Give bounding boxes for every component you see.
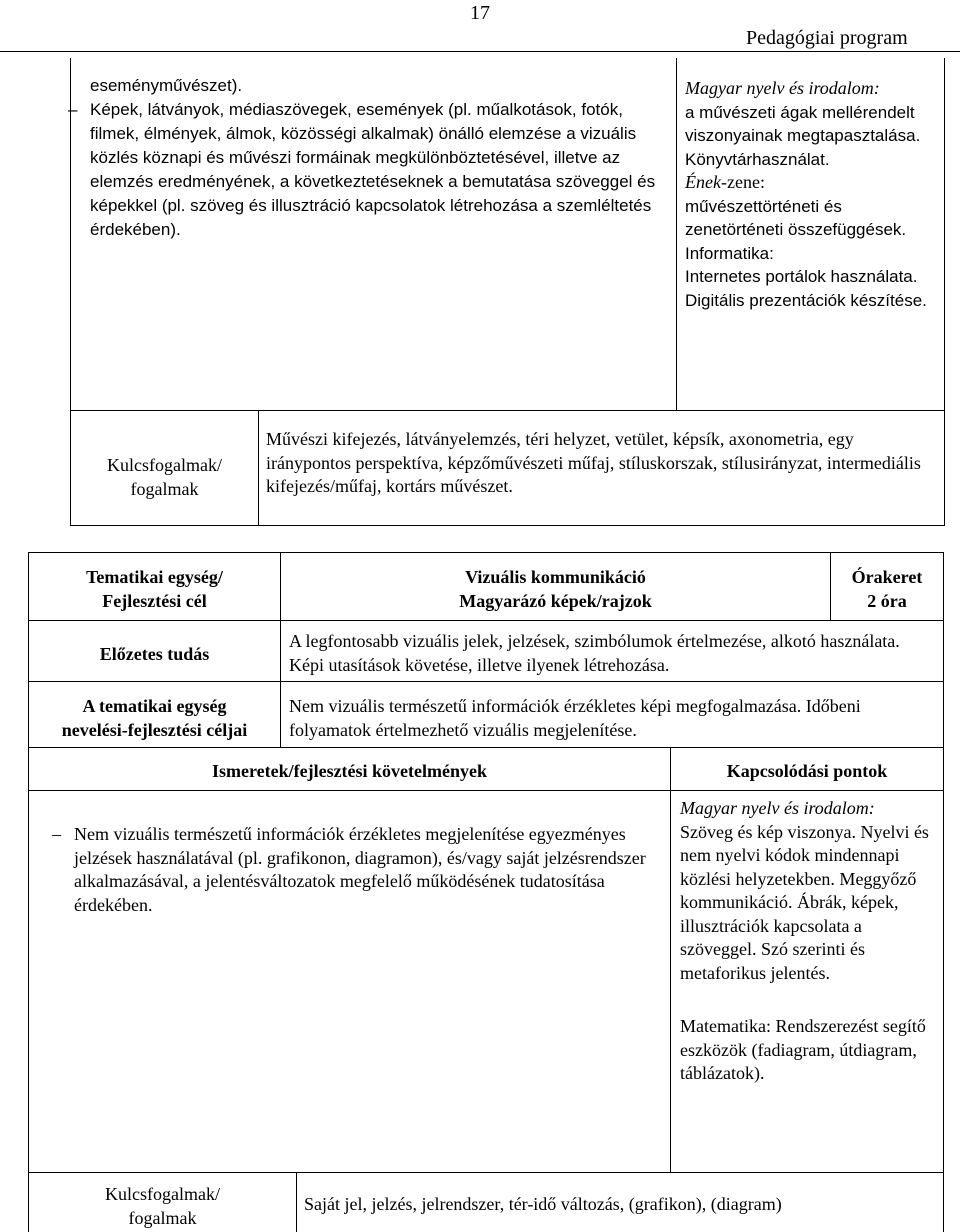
s2-tematikai-label-line1: Tematikai egység/	[86, 567, 223, 587]
list-item	[52, 823, 666, 917]
s1-left-content	[68, 74, 675, 242]
s2-orakeret-label: Órakeret	[851, 567, 923, 587]
dash-bullet: –	[52, 824, 61, 844]
s2-rule-kulcs	[28, 1172, 944, 1173]
s2-orakeret	[831, 566, 943, 613]
s1-divider-upper	[676, 58, 677, 410]
s1-right-label-enek	[685, 171, 940, 195]
s2-kulcs-label	[29, 1183, 296, 1230]
s2-rule-row1	[28, 620, 944, 621]
s2-orakeret-value: 2 óra	[867, 590, 907, 611]
s2-rule-header	[28, 790, 944, 791]
s2-kapcs-spacer	[680, 985, 938, 1015]
s2-celok-label-line2: nevelési-fejlesztési céljai	[61, 719, 248, 740]
s2-tematikai-label-line2: Fejlesztési cél	[102, 590, 207, 611]
s1-right-text-info: Internetes portálok használata. Digitális prezentációk készítése.	[685, 267, 927, 310]
s2-kapcs-label-magyar: Magyar nyelv és irodalom:	[680, 798, 875, 818]
s2-kapcs-text-magyar: Szöveg és kép viszonya. Nyelvi és nem nyelvi kódok mindennapi közlési helyzetekben. Meggyőző kommunikáció. Ábrák, képek, illusztrációk kapcsolata a szöveggel. Szó szerinti és metaforikus jelentés.	[680, 821, 929, 983]
s2-kulcs-label-line1: Kulcsfogalmak/	[105, 1184, 220, 1204]
s2-rule-row2	[28, 681, 944, 682]
s2-elozetes-text: A legfontosabb vizuális jelek, jelzések, szimbólumok értelmezése, alkotó használata. Képi utasítások követése, illetve ilyenek létrehozása.	[289, 631, 900, 675]
s1-right-text-enek: művészettörténeti és zenetörténeti összefüggések.	[685, 196, 907, 239]
s2-kapcs-matematika: Matematika: Rendszerezést segítő eszközök (fadiagram, útdiagram, táblázatok).	[680, 1016, 926, 1083]
s1-divider-lower	[258, 410, 259, 526]
s2-ismeretek-content	[52, 823, 666, 917]
s1-rule-mid	[70, 410, 945, 411]
header-rule	[0, 51, 960, 52]
s2-elozetes-label: Előzetes tudás	[99, 644, 210, 664]
dash-bullet: –	[68, 100, 78, 119]
list-item	[68, 98, 675, 242]
s2-rule-row3	[28, 747, 944, 748]
s1-kulcs-text: Művészi kifejezés, látványelemzés, téri helyzet, vetület, képsík, axonometria, egy iránypontos perspektíva, képzőművészeti műfaj, stíluskorszak, stílusirányzat, intermediális kifejezés/műfaj, kortárs művészet.	[266, 429, 921, 496]
s2-kulcs-text: Saját jel, jelzés, jelrendszer, tér-idő változás, (grafikon), (diagram)	[304, 1194, 782, 1214]
program-title: Pedagógiai program	[746, 27, 908, 49]
s1-right-label-info: Informatika:	[685, 243, 774, 263]
s2-border-right	[943, 552, 944, 1232]
s1-left-list	[68, 98, 675, 242]
s2-unit-title-line1: Vizuális kommunikáció	[465, 567, 646, 587]
s2-celok-label	[29, 695, 280, 742]
s2-celok-label-line1: A tematikai egység	[82, 696, 227, 716]
s2-ismeretek-header: Ismeretek/fejlesztési követelmények	[211, 761, 488, 781]
s2-border-top	[28, 552, 944, 553]
s1-left-first: eseményművészet).	[90, 76, 243, 95]
s1-right-text-magyar: a művészeti ágak mellérendelt viszonyainak megtapasztalása. Könyvtárhasználat.	[685, 102, 921, 169]
s1-rule-bottom	[70, 525, 945, 526]
s2-tematikai-label	[29, 566, 280, 613]
s1-right-label-enek-rest: -zene:	[720, 172, 765, 192]
s1-right-label-magyar: Magyar nyelv és irodalom:	[685, 78, 880, 98]
s2-kulcs-label-line2: fogalmak	[128, 1207, 197, 1228]
page-number: 17	[470, 2, 490, 24]
s2-kapcsolodasi-header: Kapcsolódási pontok	[726, 761, 888, 781]
s2-ismeretek-item-text: Nem vizuális természetű információk érzékletes megjelenítése egyezményes jelzések használatával (pl. grafikonon, diagramon), és/vagy saját jelzésrendszer alkalmazásával, a jelentésváltozatok megfelelő működésének tudatosítása érdekében.	[74, 824, 646, 915]
s2-ismeretek-list	[52, 823, 666, 917]
s1-left-item-text: Képek, látványok, médiaszövegek, események (pl. műalkotások, fotók, filmek, élmények, álmok, közösségi alkalmak) önálló elemzése a vizuális közlés köznapi és művészi formáinak megkülönböztetésével, illetve az elemzés eredményének, a következtetéseknek a bemutatása szöveggel és képekkel (pl. szöveg és illusztráció kapcsolatok létrehozása a szemléltetés érdekében).	[90, 100, 656, 239]
s1-kulcs-label	[71, 454, 258, 501]
s2-divider-columns	[670, 747, 671, 1173]
s1-right-label-enek-italic: Ének	[685, 172, 721, 192]
s2-divider-kulcs	[296, 1172, 297, 1232]
s1-right-content	[685, 77, 940, 312]
s2-unit-title-line2: Magyarázó képek/rajzok	[459, 590, 652, 611]
s1-border-right	[944, 58, 945, 526]
s1-kulcs-label-line1: Kulcsfogalmak/	[107, 455, 222, 475]
s2-celok-text: Nem vizuális természetű információk érzékletes képi megfogalmazása. Időbeni folyamatok értelmezhető vizuális megjelenítése.	[289, 696, 861, 740]
s2-kapcs-content	[680, 797, 938, 1086]
s2-unit-title	[281, 566, 830, 613]
s1-kulcs-label-line2: fogalmak	[130, 478, 199, 499]
